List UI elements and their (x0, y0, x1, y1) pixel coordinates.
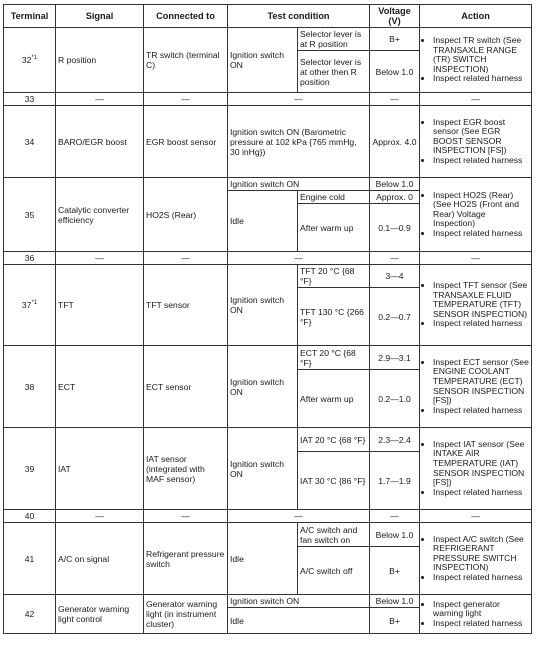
action-item: • Inspect related harness (433, 619, 529, 629)
action-cell (420, 523, 532, 595)
action-cell (420, 428, 532, 510)
condition-cell: Ignition switch ON (228, 346, 298, 428)
terminal-number: 37 (21, 300, 32, 310)
table-row (4, 510, 532, 523)
voltage-cell: Below 1.0 (370, 178, 420, 191)
action-cell: — (420, 510, 532, 523)
action-item: • Inspect related harness (433, 74, 529, 84)
connected-cell: EGR boost sensor (144, 106, 228, 178)
action-cell (420, 346, 532, 428)
action-item: • Inspect related harness (433, 156, 529, 166)
condition-cell: Idle (228, 608, 370, 634)
action-list (422, 191, 529, 239)
table-row (4, 28, 532, 51)
signal-cell: Catalytic converter efficiency (56, 178, 144, 252)
action-list (422, 535, 529, 583)
terminal-cell: 39 (4, 428, 56, 510)
signal-cell: — (56, 252, 144, 265)
connected-cell: — (144, 252, 228, 265)
action-cell (420, 178, 532, 252)
voltage-cell: — (370, 510, 420, 523)
voltage-cell: B+ (370, 547, 420, 595)
condition-cell: Ignition switch ON (228, 265, 298, 346)
sub-condition-cell: TFT 130 °C {266 °F} (298, 288, 370, 346)
sub-condition-cell: IAT 30 °C {86 °F} (298, 452, 370, 510)
signal-cell: BARO/EGR boost (56, 106, 144, 178)
sub-condition-cell: A/C switch off (298, 547, 370, 595)
terminal-cell: 42 (4, 595, 56, 634)
connected-cell: IAT sensor (integrated with MAF sensor) (144, 428, 228, 510)
action-item: • Inspect IAT sensor (See INTAKE AIR TEMPERATURE (IAT) SENSOR INSPECTION [FS]) (433, 440, 529, 488)
connected-cell: Generator warning light (in instrument cluster) (144, 595, 228, 634)
voltage-cell: 0.2—1.0 (370, 370, 420, 428)
sub-condition-cell: A/C switch and fan switch on (298, 523, 370, 547)
action-cell (420, 265, 532, 346)
header-test-condition: Test condition (228, 5, 370, 28)
connected-cell: Refrigerant pressure switch (144, 523, 228, 595)
terminal-cell: 34 (4, 106, 56, 178)
action-list (422, 36, 529, 84)
table-row (4, 265, 532, 288)
voltage-cell: — (370, 93, 420, 106)
condition-cell: Ignition switch ON (228, 28, 298, 93)
action-item: • Inspect A/C switch (See REFRIGERANT PRESSURE SWITCH INSPECTION) (433, 535, 529, 573)
terminal-cell (4, 265, 56, 346)
voltage-cell: 2.9—3.1 (370, 346, 420, 370)
connected-cell: HO2S (Rear) (144, 178, 228, 252)
condition-cell: Ignition switch ON (228, 178, 370, 191)
header-row (4, 5, 532, 28)
action-cell (420, 28, 532, 93)
voltage-cell: 0.2—0.7 (370, 288, 420, 346)
sub-condition-cell: TFT 20 °C {68 °F} (298, 265, 370, 288)
sub-condition-cell: Engine cold (298, 191, 370, 204)
action-item: • Inspect related harness (433, 406, 529, 416)
terminal-voltage-table (3, 4, 532, 634)
action-item: • Inspect related harness (433, 488, 529, 498)
sub-condition-cell: ECT 20 °C {68 °F} (298, 346, 370, 370)
terminal-cell: 33 (4, 93, 56, 106)
header-voltage: Voltage (V) (370, 5, 420, 28)
voltage-cell: B+ (370, 608, 420, 634)
condition-cell: — (228, 93, 370, 106)
connected-cell: TFT sensor (144, 265, 228, 346)
action-item: • Inspect HO2S (Rear) (See HO2S (Front and Rear) Voltage Inspection) (433, 191, 529, 229)
header-action: Action (420, 5, 532, 28)
action-item: • Inspect generator warning light (433, 600, 529, 619)
terminal-cell (4, 28, 56, 93)
signal-cell: A/C on signal (56, 523, 144, 595)
sub-condition-cell: Selector lever is at other then R position (298, 51, 370, 93)
footnote-mark: *1 (31, 300, 38, 307)
voltage-cell: 2.3—2.4 (370, 428, 420, 452)
signal-cell: TFT (56, 265, 144, 346)
signal-cell: — (56, 93, 144, 106)
terminal-cell: 41 (4, 523, 56, 595)
table-row (4, 252, 532, 265)
action-item: • Inspect related harness (433, 229, 529, 239)
action-item: • Inspect TR switch (See TRANSAXLE RANGE (TR) SWITCH INSPECTION) (433, 36, 529, 74)
connected-cell: — (144, 510, 228, 523)
action-list (422, 600, 529, 629)
signal-cell: R position (56, 28, 144, 93)
voltage-cell: Below 1.0 (370, 523, 420, 547)
voltage-cell: 1.7—1.9 (370, 452, 420, 510)
sub-condition-cell: Selector lever is at R position (298, 28, 370, 51)
condition-cell: Ignition switch ON (Barometric pressure at 102 kPa {765 mmHg, 30 inHg}) (228, 106, 370, 178)
header-connected-to: Connected to (144, 5, 228, 28)
action-cell (420, 595, 532, 634)
terminal-cell: 36 (4, 252, 56, 265)
action-cell: — (420, 93, 532, 106)
condition-cell: Idle (228, 523, 298, 595)
voltage-cell: Below 1.0 (370, 595, 420, 608)
action-list (422, 440, 529, 498)
terminal-voltage-table-wrapper (3, 4, 532, 634)
table-row (4, 428, 532, 452)
action-list (422, 118, 529, 166)
header-signal: Signal (56, 5, 144, 28)
table-row (4, 106, 532, 178)
table-row (4, 523, 532, 547)
header-terminal: Terminal (4, 5, 56, 28)
condition-cell: — (228, 510, 370, 523)
signal-cell: Generator warning light control (56, 595, 144, 634)
terminal-cell: 38 (4, 346, 56, 428)
sub-condition-cell: IAT 20 °C {68 °F} (298, 428, 370, 452)
voltage-cell: — (370, 252, 420, 265)
action-item: • Inspect ECT sensor (See ENGINE COOLANT TEMPERATURE (ECT) SENSOR INSPECTION [FS]) (433, 358, 529, 406)
signal-cell: ECT (56, 346, 144, 428)
voltage-cell: Approx. 4.0 (370, 106, 420, 178)
action-cell: — (420, 252, 532, 265)
connected-cell: ECT sensor (144, 346, 228, 428)
table-row (4, 93, 532, 106)
connected-cell: TR switch (terminal C) (144, 28, 228, 93)
action-item: • Inspect related harness (433, 573, 529, 583)
voltage-cell: B+ (370, 28, 420, 51)
condition-cell: Ignition switch ON (228, 428, 298, 510)
table-row (4, 178, 532, 191)
signal-cell: IAT (56, 428, 144, 510)
terminal-cell: 35 (4, 178, 56, 252)
connected-cell: — (144, 93, 228, 106)
voltage-cell: Below 1.0 (370, 51, 420, 93)
condition-cell: Idle (228, 191, 298, 252)
signal-cell: — (56, 510, 144, 523)
voltage-cell: 0.1—0.9 (370, 204, 420, 252)
action-list (422, 281, 529, 329)
terminal-cell: 40 (4, 510, 56, 523)
terminal-number: 32 (21, 55, 32, 65)
action-item: • Inspect related harness (433, 319, 529, 329)
voltage-cell: 3—4 (370, 265, 420, 288)
sub-condition-cell: After warm up (298, 370, 370, 428)
action-list (422, 358, 529, 416)
table-row (4, 595, 532, 608)
condition-cell: — (228, 252, 370, 265)
action-cell (420, 106, 532, 178)
voltage-cell: Approx. 0 (370, 191, 420, 204)
condition-cell: Ignition switch ON (228, 595, 370, 608)
footnote-mark: *1 (31, 55, 38, 62)
action-item: • Inspect TFT sensor (See TRANSAXLE FLUID TEMPERATURE (TFT) SENSOR INSPECTION) (433, 281, 529, 319)
table-row (4, 346, 532, 370)
action-item: • Inspect EGR boost sensor (See EGR BOOST SENSOR INSPECTION [FS]) (433, 118, 529, 156)
sub-condition-cell: After warm up (298, 204, 370, 252)
